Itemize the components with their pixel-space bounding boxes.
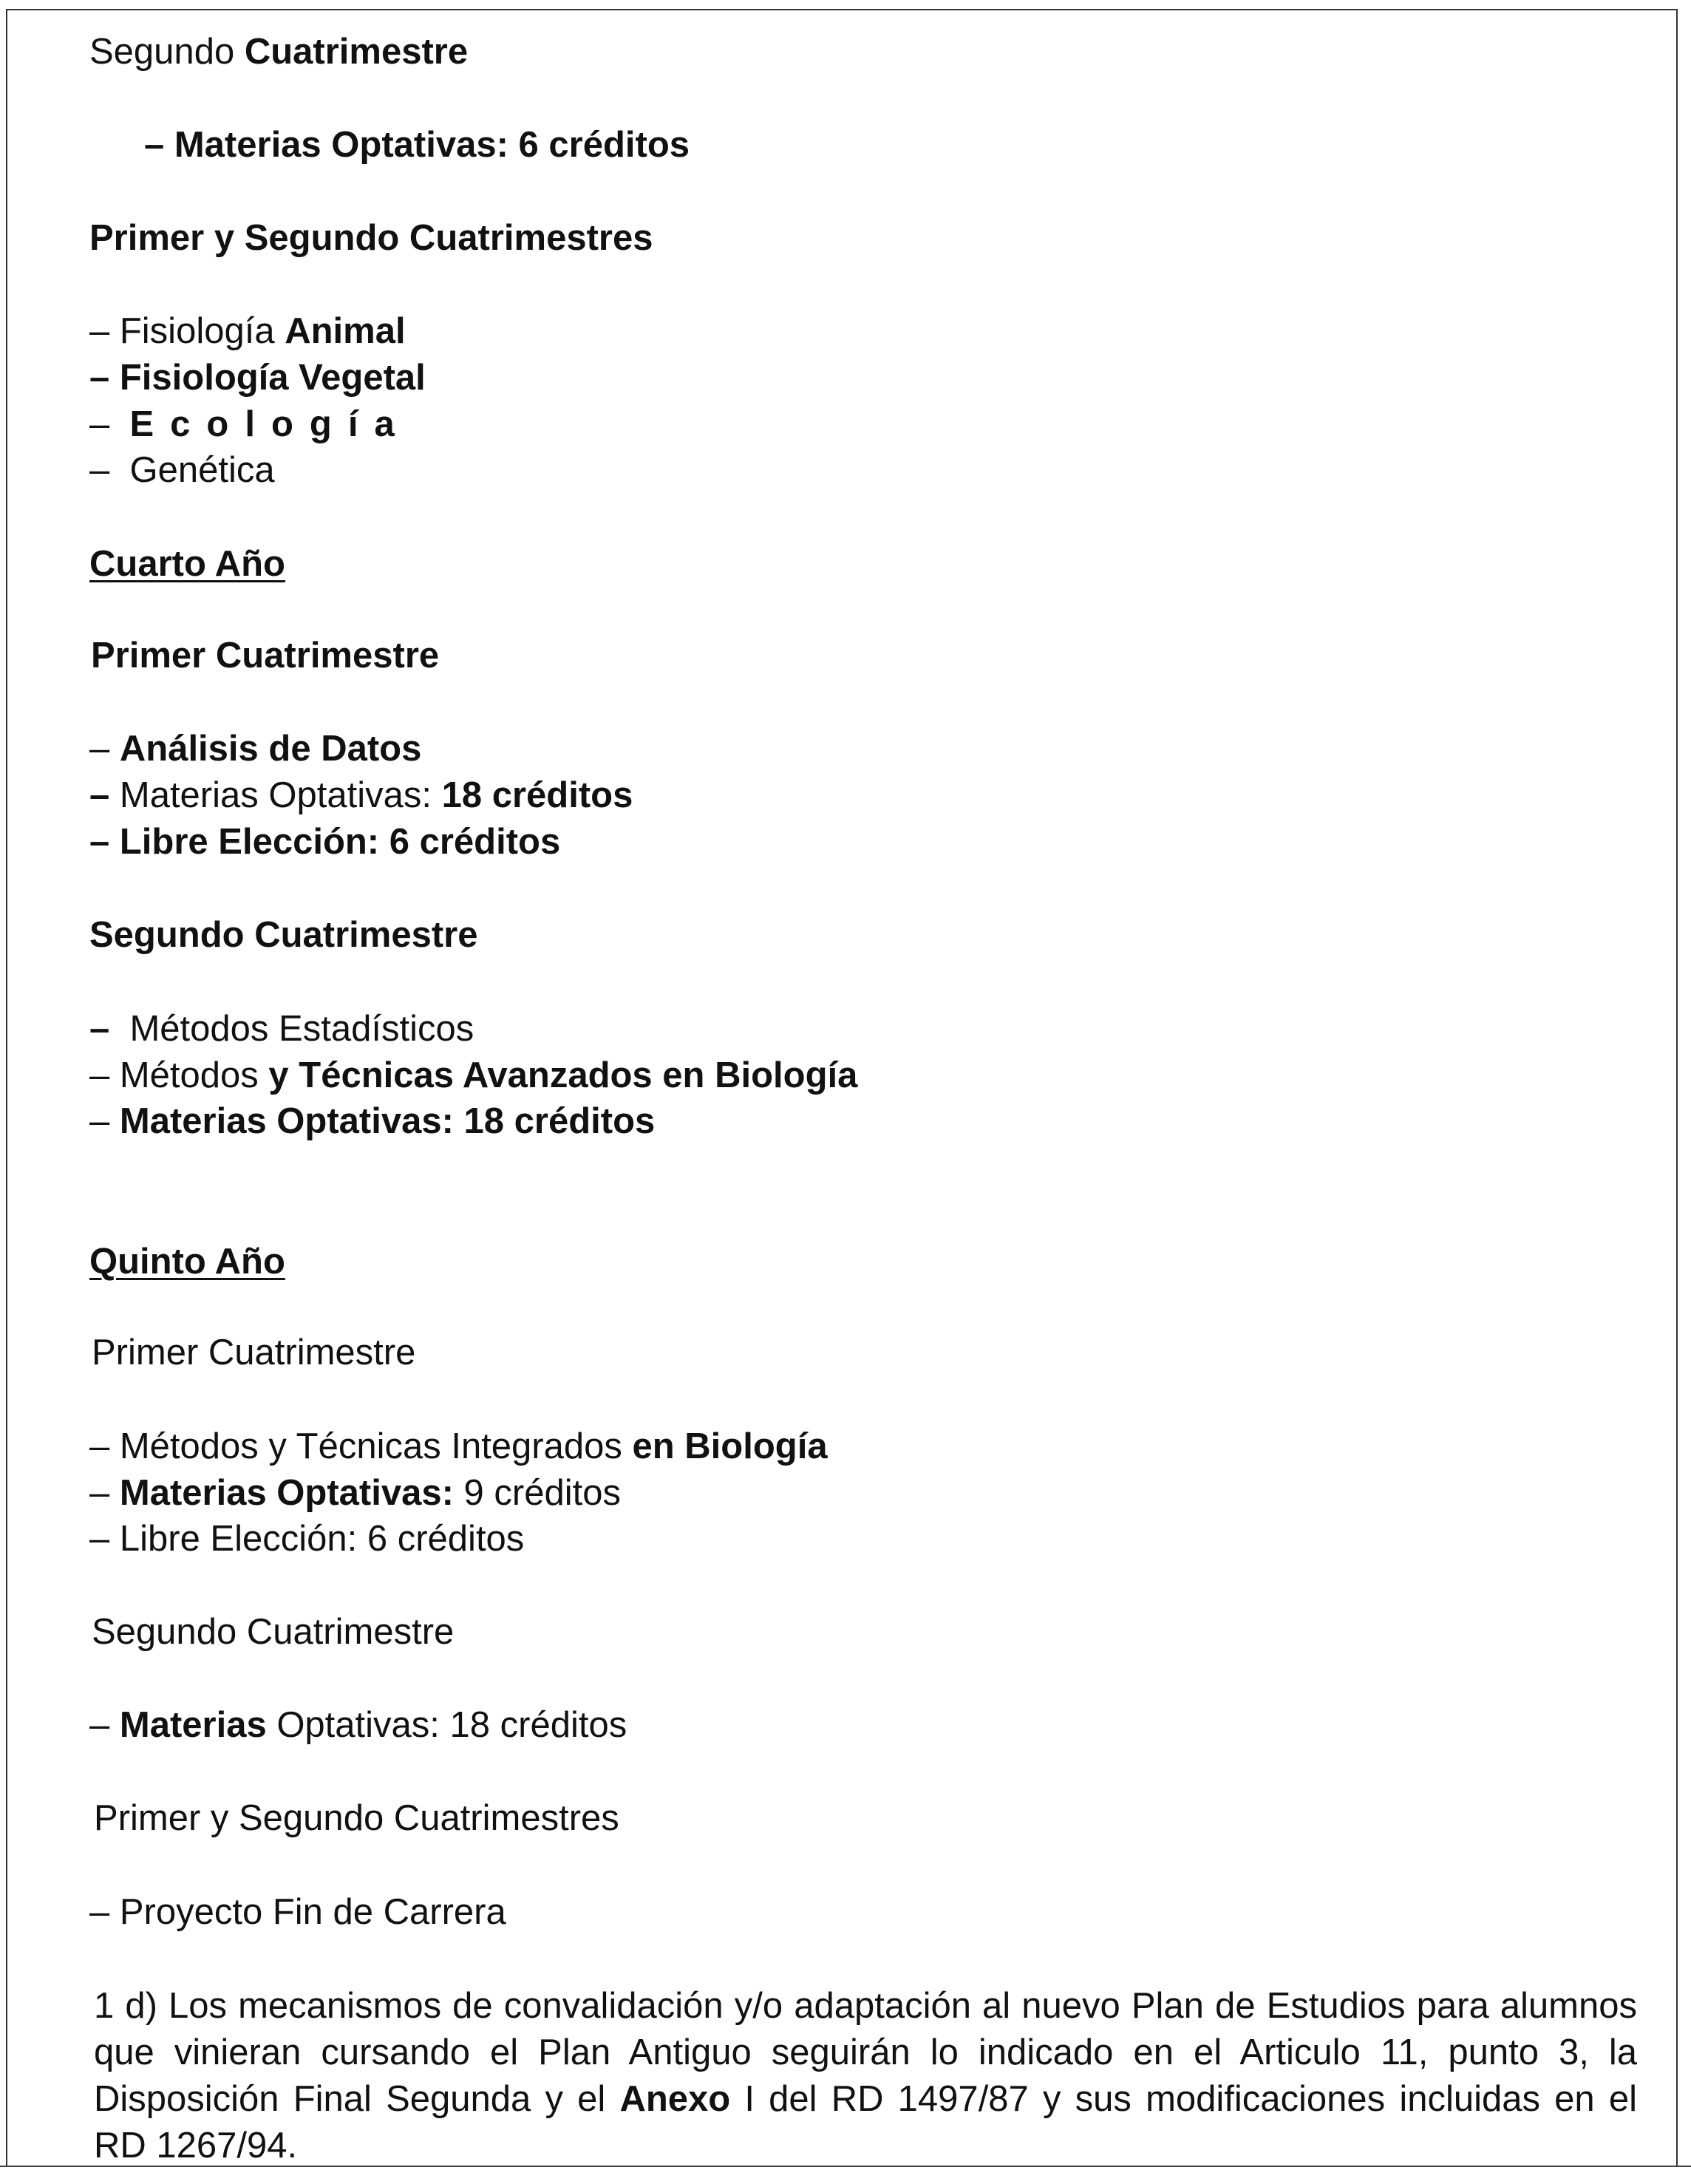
list-item xyxy=(89,1424,828,1469)
list-item: – Libre Elección: 6 créditos xyxy=(89,1519,525,1559)
text: 9 créditos xyxy=(453,1473,621,1513)
list-item xyxy=(89,727,421,771)
text: – xyxy=(89,404,120,444)
text-bold: en Biología xyxy=(632,1426,828,1466)
paragraph-convalidacion xyxy=(94,1983,1637,2169)
section-title-quinto-ano: Quinto Año xyxy=(89,1242,285,1282)
heading-segundo-cuatrimestre: Segundo Cuatrimestre xyxy=(92,1612,455,1652)
list-item xyxy=(89,309,406,353)
text-bold: y Técnicas Avanzados en Biología xyxy=(268,1055,858,1095)
list-item xyxy=(89,1007,474,1051)
text: Segundo xyxy=(89,32,245,72)
heading-primer-segundo: Primer y Segundo Cuatrimestres xyxy=(94,1798,619,1838)
list-item xyxy=(89,402,411,446)
text: Métodos Estadísticos xyxy=(119,1009,474,1049)
text: – Métodos xyxy=(89,1055,269,1095)
list-item xyxy=(89,1471,621,1515)
list-item xyxy=(89,773,633,817)
text: – xyxy=(89,1473,120,1513)
list-item: – Materias Optativas: 6 créditos xyxy=(144,125,690,165)
text: – xyxy=(89,1705,120,1745)
heading-primer-cuatrimestre: Primer Cuatrimestre xyxy=(92,1333,416,1372)
text: 1 d) Los mecanismos de convalidación y/o adaptación al nuevo Plan de Estudios para alumnos que vinieran cursando el Plan Antiguo seguirán lo indicado en el Articulo 11, punto 3, la Disposición Final Segunda y el xyxy=(94,1986,1637,2119)
text-bold: Anexo xyxy=(619,2079,731,2119)
text: Optativas: 18 créditos xyxy=(266,1705,627,1745)
heading-segundo-cuatrimestre xyxy=(89,30,468,74)
text: – xyxy=(89,1101,120,1141)
text-bold: Animal xyxy=(285,311,406,351)
list-item: – Fisiología Vegetal xyxy=(89,358,426,398)
text: – Fisiología xyxy=(89,311,285,351)
text-bold: Ecología xyxy=(129,404,411,444)
list-item: – Proyecto Fin de Carrera xyxy=(89,1892,506,1932)
text-bold: Cuatrimestre xyxy=(244,32,469,72)
section-title-cuarto-ano: Cuarto Año xyxy=(89,544,285,584)
text-bold: Materias xyxy=(119,1705,267,1745)
text: – Métodos y Técnicas Integrados xyxy=(89,1426,633,1466)
heading-primer-cuatrimestre: Primer Cuatrimestre xyxy=(91,636,440,676)
list-item xyxy=(89,1099,655,1143)
list-item xyxy=(89,1703,627,1747)
text-bold: Análisis de Datos xyxy=(119,729,422,769)
text: I del RD 1497/87 y sus modificaciones incluidas en el RD 1267/94. xyxy=(94,2079,1637,2166)
list-item xyxy=(89,1053,857,1098)
text: Materias Optativas: xyxy=(119,775,442,815)
text-bold: Materias Optativas: xyxy=(119,1473,454,1513)
text-bold: 18 créditos xyxy=(441,775,633,815)
list-item: – Genética xyxy=(89,450,275,490)
list-item: – Libre Elección: 6 créditos xyxy=(89,822,561,862)
heading-segundo-cuatrimestre: Segundo Cuatrimestre xyxy=(89,915,478,955)
text-bold: – xyxy=(89,1009,120,1049)
text-bold: Materias Optativas: 18 créditos xyxy=(119,1101,656,1141)
heading-primer-segundo: Primer y Segundo Cuatrimestres xyxy=(89,218,653,258)
text-bold: – xyxy=(89,775,120,815)
text: – xyxy=(89,729,120,769)
